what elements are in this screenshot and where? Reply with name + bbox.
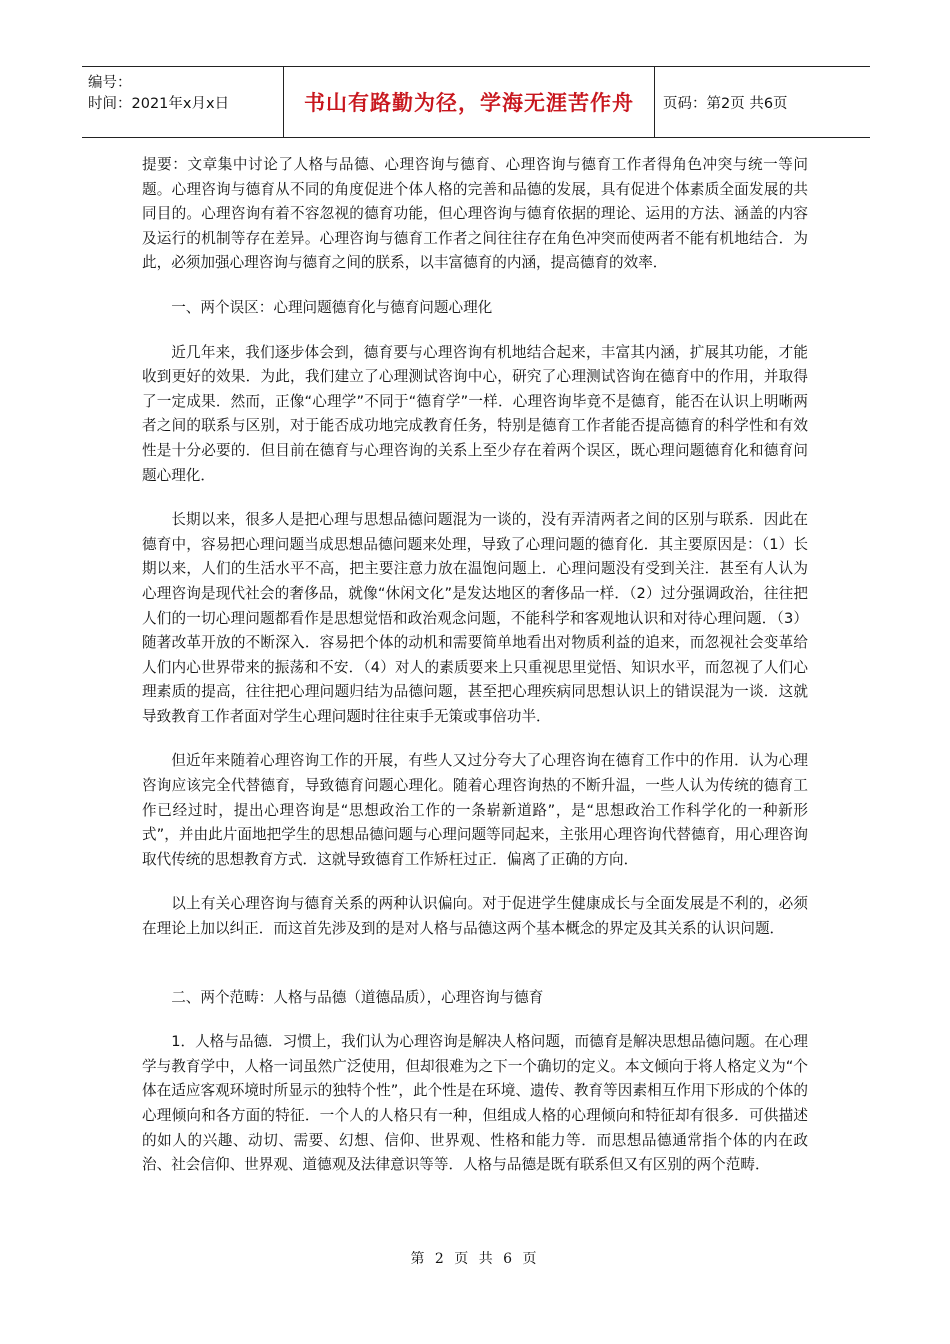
page-header — [82, 66, 870, 138]
time-label: 时间：2021年x月x日 — [88, 96, 230, 112]
header-page-info-cell — [655, 67, 870, 137]
abstract: 提要：文章集中讨论了人格与品德、心理咨询与德育、心理咨询与德育工作者得角色冲突与统一等问题。心理咨询与德育从不同的角度促进个体人格的完善和品德的发展，具有促进个体素质全面发展的共同目的。心理咨询有着不容忽视的德育功能，但心理咨询与德育依据的理论、运用的方法、涵盖的内容及运行的机制等存在差异。心理咨询与德育工作者之间往往存在角色冲突而使两者不能有机地结合．为此，必须加强心理咨询与德育之间的朕系，以丰富德育的内涵，提高德育的效率． — [142, 156, 808, 272]
section-heading-1: 一、两个误区：心理问题德育化与德育问题心理化 — [171, 298, 493, 316]
document-body — [142, 153, 808, 1178]
header-page-info: 页码：第2页 共6页 — [663, 95, 788, 112]
header-motto: 书山有路勤为径，学海无涯苦作舟 — [304, 91, 634, 115]
page-footer: 第 2 页 共 6 页 — [410, 1251, 540, 1267]
section-heading-2: 二、两个范畴：人格与品德（道德品质），心理咨询与德育 — [171, 988, 544, 1006]
paragraph-2: 长期以来，很多人是把心理与思想品德问题混为一谈的，没有弄清两者之间的区别与联系．因此在德育中，容易把心理问题当成思想品德问题来处理，导致了心理问题的德育化．其主要原因是：（1）长期以来，人们的生活水平不高，把主要注意力放在温饱问题上．心理问题没有受到关注．甚至有人认为心理咨询是现代社会的奢侈品，就像“休闲文化”是发达地区的奢侈品一样．（2）过分强调政治，往往把人们的一切心理问题都看作是思想觉悟和政治观念问题，不能科学和客观地认识和对待心理问题．（3）随著改革开放的不断深入．容易把个体的动机和需要简单地看出对物质利益的追来，而忽视社会变革给人们内心世界带来的振荡和不安．（4）对人的素质要来上只重视思里觉悟、知识水平，而忽视了人们心理素质的提高，往往把心理问题归结为品德问题，甚至把心理疾病同思想认识上的错误混为一谈．这就导致教育工作者面对学生心理问题时往往束手无策或事倍功半． — [142, 511, 808, 725]
number-label: 编号： — [88, 75, 132, 91]
paragraph-3: 但近年来随着心理咨询工作的开展，有些人又过分夸大了心理咨询在德育工作中的作用．认为心理咨询应该完全代替德育，导致德育问题心理化。随着心理咨询热的不断升温，一些人认为传统的德育工作已经过时，提出心理咨询是“思想政治工作的一条崭新道路”，是“思想政治工作科学化的一种新形式”，并由此片面地把学生的思想品德问题与心理问题等同起来，主张用心理咨询代替德育，用心理咨询取代传统的思想教育方式．这就导致德育工作矫枉过正．偏离了正确的方向． — [142, 752, 808, 868]
paragraph-5: 1．人格与品德．习惯上，我们认为心理咨询是解决人格问题，而德育是解决思想品德问题。在心理学与教育学中，人格一词虽然广泛使用，但却很难为之下一个确切的定义。本文倾向于将人格定义为“个体在适应客观环境时所显示的独特个性”，此个性是在环境、遗传、教育等因素相互作用下形成的个体的心理倾向和各方面的特征．一个人的人格只有一种，但组成人格的心理倾向和特征却有很多．可供描述的如人的兴趣、动切、需要、幻想、信仰、世界观、性格和能力等．而思想品德通常指个体的内在政治、社会信仰、世界观、道德观及法律意识等等．人格与品德是既有联系但又有区别的两个范畴． — [142, 1033, 809, 1174]
paragraph-1: 近几年来，我们逐步体会到，德育要与心理咨询有机地结合起来，丰富其内涵，扩展其功能，才能收到更好的效果．为此，我们建立了心理测试咨询中心，研究了心理测试咨询在德育中的作用，并取得了一定成果．然而，正像“心理学”不同于“德育学”一样．心理咨询毕竟不是德育，能否在认识上明晰两者之间的联系与区别，对于能否成功地完成教育任务，特别是德育工作者能否提高德育的科学性和有效性是十分必要的．但目前在德育与心理咨询的关系上至少存在着两个误区，既心理问题德育化和德育问题心理化． — [142, 343, 808, 484]
paragraph-4: 以上有关心理咨询与德育关系的两种认识偏向。对于促进学生健康成长与全面发展是不利的，必须在理论上加以纠正．而这首先涉及到的是对人格与品德这两个基本概念的界定及其关系的认识问题． — [142, 895, 808, 938]
header-meta — [82, 67, 283, 137]
header-motto-cell — [283, 67, 655, 137]
